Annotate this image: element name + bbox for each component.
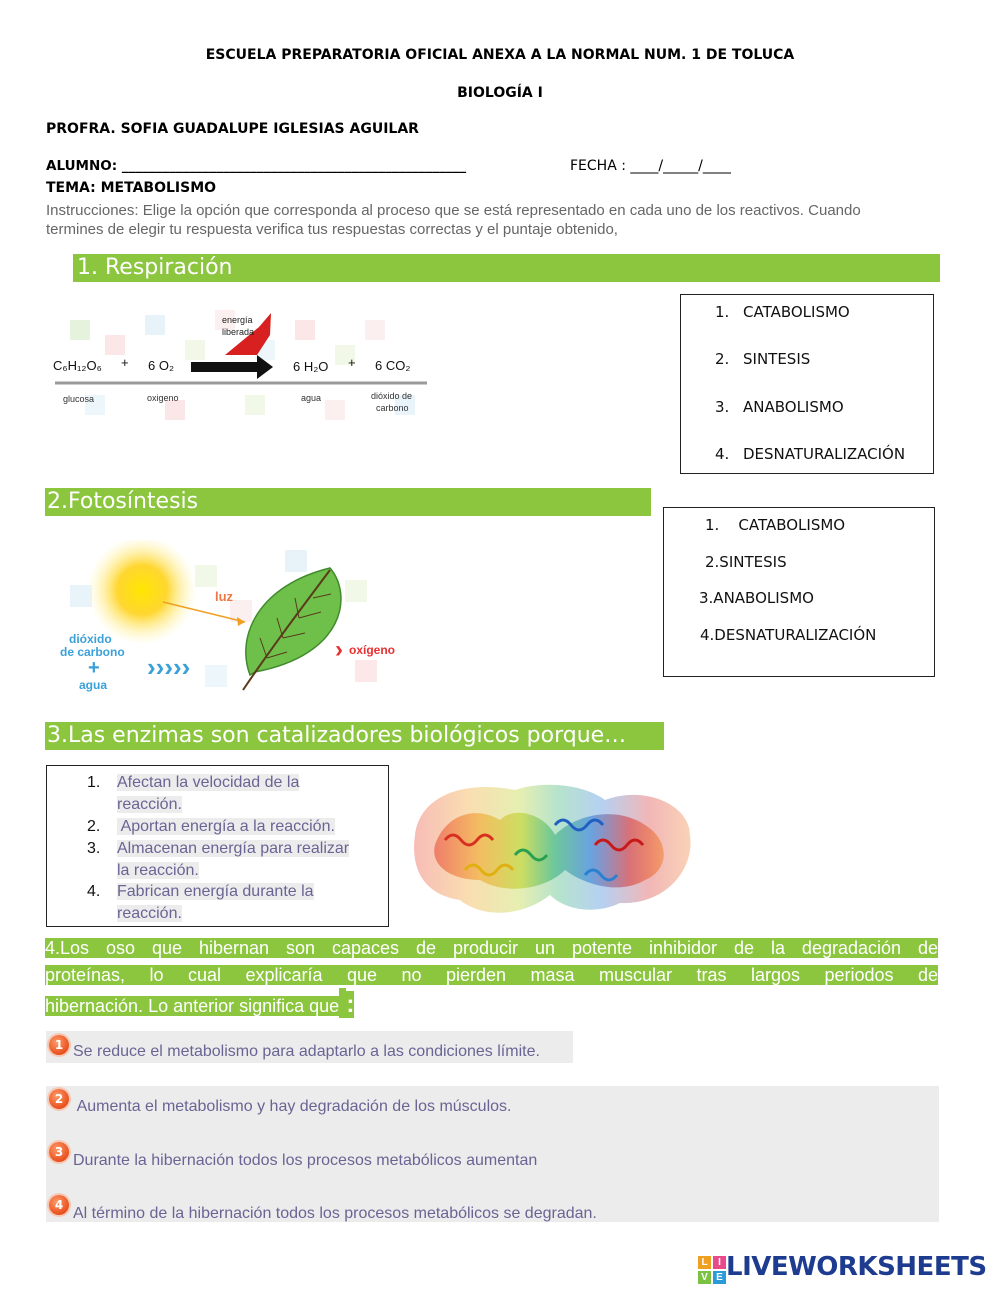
plus-sign: + [88, 657, 100, 679]
sun-icon [87, 540, 197, 645]
oxygen-formula: 6 O₂ [148, 358, 174, 373]
light-label: luz [215, 589, 234, 604]
plus-sign-1: + [121, 355, 129, 370]
q4-answer-3[interactable]: Durante la hibernación todos los procesos metabólicos aumentan [73, 1152, 538, 1169]
oxygen-chevron-icon: › [335, 636, 343, 663]
co2-label-2: de carbono [60, 645, 125, 659]
question-2-options [663, 507, 935, 677]
option-number: 2. [87, 818, 101, 835]
option-line-1: Almacenan energía para realizar [117, 840, 350, 857]
energy-label-1: energía [222, 315, 253, 325]
q2-option-4[interactable]: 4.DESNATURALIZACIÓN [700, 626, 877, 644]
question-3-options [46, 765, 389, 927]
option-label: DESNATURALIZACIÓN [743, 445, 906, 463]
q1-option-2[interactable] [715, 350, 810, 368]
school-name: ESCUELA PREPARATORIA OFICIAL ANEXA A LA NORMAL NUM. 1 DE TOLUCA [205, 47, 795, 63]
student-field-label[interactable]: ALUMNO: ___________________________________________________ [46, 158, 467, 174]
water-label: agua [79, 678, 108, 692]
logo-letter-e: E [713, 1271, 726, 1284]
water-name: agua [301, 393, 322, 403]
teacher-name: PROFRA. SOFIA GUADALUPE IGLESIAS AGUILAR [46, 121, 419, 137]
option-line-1: Aportan energía a la reacción. [117, 818, 335, 835]
date-field-label[interactable]: FECHA : ____/_____/____ [570, 158, 731, 174]
q3-option-3[interactable] [87, 838, 377, 882]
q1-option-4[interactable] [715, 445, 905, 463]
enzyme-protein-image [405, 775, 695, 925]
topic-title: TEMA: METABOLISMO [46, 180, 217, 196]
question-4-line-3 [45, 989, 354, 1020]
reaction-arrow-shaft [191, 362, 259, 372]
answer-3-badge-icon: 3 [49, 1142, 69, 1162]
question-4-text-2: proteínas, lo cual explicaría que no pierden masa muscular tras largos periodos de [45, 965, 938, 985]
chevrons-icon: ››››› [147, 652, 191, 682]
co2-name-1: dióxido de [371, 391, 413, 401]
liveworksheets-brand[interactable]: LIVEWORKSHEETS [726, 1252, 987, 1282]
q1-option-1[interactable] [715, 303, 850, 321]
option-number: 3. [87, 840, 101, 857]
question-4-text-1: 4.Los oso que hibernan son capaces de producir un potente inhibidor de la degradación de [45, 938, 938, 958]
oxygen-name: oxigeno [147, 393, 179, 403]
co2-label-1: dióxido [69, 632, 112, 646]
energy-label-2: liberada [222, 327, 255, 337]
respiration-svg [45, 295, 435, 430]
answer-2-badge-icon: 2 [49, 1089, 69, 1109]
option-number: 4. [87, 883, 101, 900]
q4-answer-4[interactable]: Al término de la hibernación todos los procesos metabólicos se degradan. [73, 1205, 597, 1222]
option-label: ANABOLISMO [743, 398, 844, 416]
q4-answer-2[interactable]: Aumenta el metabolismo y hay degradación de los músculos. [73, 1098, 512, 1115]
glucose-formula: C₆H₁₂O₆ [53, 358, 102, 373]
option-line-1: Afectan la velocidad de la [117, 774, 300, 791]
question-4-line-1 [45, 934, 938, 962]
instructions-line-2: termines de elegir tu respuesta verifica tus respuestas correctas y el puntaje obtenido, [46, 221, 618, 238]
option-line-2: la reacción. [117, 862, 199, 879]
question-3-title: 3.Las enzimas son catalizadores biológicos porque… [45, 722, 664, 750]
photosynthesis-svg [55, 540, 405, 695]
q3-option-4[interactable] [87, 881, 377, 925]
logo-letter-l: L [698, 1256, 711, 1269]
co2-name-2: carbono [376, 403, 409, 413]
leaf-icon [246, 568, 341, 675]
q3-option-1[interactable] [87, 772, 377, 816]
respiration-diagram [45, 295, 435, 430]
answer-4-badge-icon: 4 [49, 1195, 69, 1215]
photosynthesis-diagram [55, 540, 405, 695]
question-4-line-2 [45, 961, 938, 989]
option-number: 3. [715, 398, 730, 416]
question-4-text-3: hibernación. Lo anterior significa que [45, 996, 340, 1016]
q2-option-3[interactable]: 3.ANABOLISMO [699, 589, 814, 607]
option-line-1: Fabrican energía durante la [117, 883, 314, 900]
logo-letter-v: V [698, 1271, 711, 1284]
option-line-2: reacción. [117, 905, 182, 922]
question-1-options [680, 294, 934, 474]
answer-1-badge-icon: 1 [49, 1035, 69, 1055]
q4-answer-1[interactable]: Se reduce el metabolismo para adaptarlo a las condiciones límite. [73, 1043, 540, 1060]
option-number: 2. [715, 350, 730, 368]
option-number: 1. [715, 303, 730, 321]
logo-letter-i: I [713, 1256, 726, 1269]
q1-option-3[interactable] [715, 398, 844, 416]
option-label: SINTESIS [743, 350, 811, 368]
liveworksheets-logo-icon [698, 1256, 728, 1286]
option-label: CATABOLISMO [743, 303, 850, 321]
option-number: 1. [87, 774, 101, 791]
question-4-colon: : [346, 991, 355, 1018]
water-formula: 6 H₂O [293, 359, 329, 374]
enzyme-svg [405, 775, 695, 925]
plus-sign-2: + [348, 355, 356, 370]
option-line-2: reacción. [117, 796, 182, 813]
q3-option-2[interactable] [87, 816, 377, 838]
subject-title: BIOLOGÍA I [457, 85, 543, 101]
question-2-title: 2.Fotosíntesis [45, 488, 651, 516]
question-1-title: 1. Respiración [73, 254, 940, 282]
glucose-name: glucosa [63, 394, 95, 404]
q2-option-2[interactable]: 2.SINTESIS [705, 553, 787, 571]
oxygen-label: oxígeno [349, 643, 396, 657]
option-number: 4. [715, 445, 730, 463]
instructions-line-1: Instrucciones: Elige la opción que corresponda al proceso que se está representado en cada uno de los reactivos. Cuando [46, 202, 861, 219]
q2-option-1[interactable]: 1. CATABOLISMO [705, 516, 846, 534]
co2-formula: 6 CO₂ [375, 358, 411, 373]
